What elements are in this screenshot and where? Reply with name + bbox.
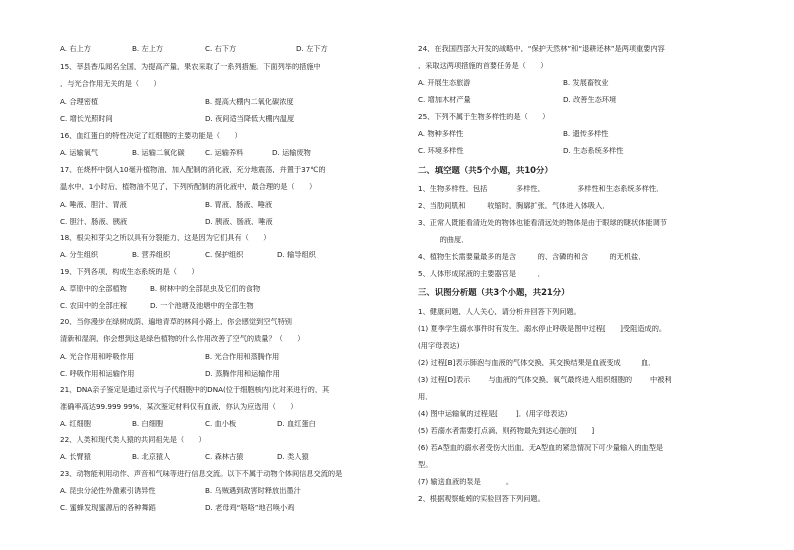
q25-option-b[interactable]: B. 遗传多样性 — [563, 130, 609, 138]
q20-stem-line2: 清新和湿润，你会想到这是绿色植物的什么作用改善了空气的质量？（ ） — [60, 335, 305, 343]
q24-option-b[interactable]: B. 发展畜牧业 — [563, 79, 609, 87]
q15-option-c[interactable]: C. 增长光照时间 — [60, 115, 113, 123]
q15-options-row2 — [60, 115, 398, 125]
q16-option-d[interactable]: D. 运输废物 — [272, 149, 311, 157]
q23-stem: 23、动物能利用动作、声音和气味等进行信息交流。以下不属于动物个体间信息交流的是 — [60, 470, 343, 478]
q25-options-row2 — [418, 147, 758, 157]
analysis-q1-part3: (3) 过程[D]表示_____与血液的气体交换，氧气最终进入组织细胞的_____中被利 — [418, 376, 672, 384]
q20-options-row2 — [60, 370, 398, 380]
analysis-q1-part6: (6) 若A型血的溺水者受伤大出血，无A型血的紧急情况下可少量输入的血型是____ — [418, 444, 678, 452]
q20-option-c[interactable]: C. 呼吸作用和运输作用 — [60, 370, 135, 378]
analysis-q1-part2: (2) 过程[B]表示肺泡与血液的气体交换，其交换结果是血液变成_____ 血． — [418, 359, 656, 367]
q17-option-b[interactable]: B. 胃液、肠液、唾液 — [205, 201, 273, 209]
q16-option-c[interactable]: C. 运输养料 — [205, 149, 244, 157]
q18-option-c[interactable]: C. 保护组织 — [205, 251, 244, 259]
q23-option-b[interactable]: B. 乌贼遇到敌害时释放出墨汁 — [205, 487, 301, 495]
q21-option-a[interactable]: A. 红细胞 — [60, 420, 91, 428]
analysis-q1-part6-cont: 型。 — [418, 461, 433, 469]
q25-options-row1 — [418, 130, 758, 140]
q17-options-row2 — [60, 218, 398, 228]
q16-options — [60, 149, 398, 159]
analysis-q2-intro: 2、根据观察蚯蚓的实验回答下列问题。 — [418, 495, 545, 503]
q22-option-a[interactable]: A. 长臂猿 — [60, 453, 91, 461]
q14-option-a[interactable]: A. 右上方 — [60, 45, 91, 53]
q24-option-d[interactable]: D. 改善生态环境 — [563, 96, 617, 104]
q21-stem-line1: 21、DNA亲子鉴定是通过亲代与子代细胞中的DNA(位于细胞核内)比对来进行的，其 — [60, 386, 330, 394]
q23-options-row2 — [60, 504, 398, 514]
q24-options-row1 — [418, 79, 758, 89]
q24-option-c[interactable]: C. 增加木材产量 — [418, 96, 471, 104]
fill-q2: 2、当肋间肌和______收缩时，胸廓扩张，气体进入体吸入． — [418, 202, 610, 210]
q22-stem: 22、人类和现代类人猿的共同祖先是（ ） — [60, 436, 206, 444]
q24-options-row2 — [418, 96, 758, 106]
q16-stem: 16、血红蛋白的特性决定了红细胞的主要功能是（ ） — [60, 132, 242, 140]
fill-q1: 1、生物多样性，包括________多样性，_________多样性和生态系统多样性． — [418, 185, 664, 193]
fill-q5: 5、人体形成尿液的主要器官是______． — [418, 270, 545, 278]
q20-options-row1 — [60, 353, 398, 363]
q14-option-c[interactable]: C. 右下方 — [205, 45, 237, 53]
q17-options-row1 — [60, 201, 398, 211]
q19-options-row2 — [60, 302, 398, 312]
q18-option-a[interactable]: A. 分生组织 — [60, 251, 99, 259]
q21-option-c[interactable]: C. 血小板 — [205, 420, 237, 428]
q23-option-a[interactable]: A. 昆虫分泌性外激素引诱异性 — [60, 487, 156, 495]
q18-option-b[interactable]: B. 营养组织 — [132, 251, 171, 259]
analysis-q1-part1-note: (用字母表达) — [418, 342, 460, 350]
q18-stem: 18、根尖和芽尖之所以具有分裂能力，这是因为它们具有（ ） — [60, 234, 271, 242]
q24-option-a[interactable]: A. 开展生态旅游 — [418, 79, 471, 87]
analysis-q1-part5: (5) 若溺水者需要打点滴，则药物最先到达心脏的[____] — [418, 427, 595, 435]
q17-stem-line1: 17、在烧杯中倒入10毫升植物油，加入配制的消化液，充分地震荡，并置于37℃的 — [60, 166, 326, 174]
q19-option-a[interactable]: A. 草原中的全部植物 — [60, 285, 127, 293]
q15-options-row1 — [60, 98, 398, 108]
q17-option-c[interactable]: C. 胆汁、肠液、胰液 — [60, 218, 128, 226]
q25-option-a[interactable]: A. 物种多样性 — [418, 130, 464, 138]
analysis-q1-part1: (1) 夏季学生溺水事件时有发生，溺水停止呼吸是图中过程[____]受阻造成的。 — [418, 325, 667, 333]
q19-stem: 19、下列各项，构成生态系统的是（ ） — [60, 268, 199, 276]
q15-option-a[interactable]: A. 合理密植 — [60, 98, 99, 106]
q14-option-d[interactable]: D. 左下方 — [296, 45, 328, 53]
q18-option-d[interactable]: D. 输导组织 — [277, 251, 316, 259]
fill-q3-line1: 3、正常人既能看清近处的物体也能看清远处的物体是由于眼球的睫状体能调节____ — [418, 219, 682, 227]
q20-option-a[interactable]: A. 光合作用和呼吸作用 — [60, 353, 135, 361]
fill-q4: 4、植物生长需要量最多的是含______的、含磷的和含______的无机盐． — [418, 253, 646, 261]
q22-option-c[interactable]: C. 森林古猿 — [205, 453, 244, 461]
q15-option-b[interactable]: B. 提高大棚内二氧化碳浓度 — [205, 98, 294, 106]
q16-option-a[interactable]: A. 运输氧气 — [60, 149, 99, 157]
analysis-q1-part7: (7) 输送血液的泵是_______。 — [418, 478, 514, 486]
q21-stem-line2: 准确率高达99.999 99%．某次鉴定材料仅有血液，你认为应选用（ ） — [60, 403, 298, 411]
q21-option-b[interactable]: B. 白细胞 — [132, 420, 164, 428]
q17-option-d[interactable]: D. 胰液、肠液、唾液 — [205, 218, 273, 226]
q14-options — [60, 45, 398, 55]
q24-stem-line2: ，采取这两项措施的首要任务是（ ） — [418, 62, 548, 70]
q21-option-d[interactable]: D. 血红蛋白 — [277, 420, 316, 428]
section2-title: 二、填空题（共5个小题，共10分） — [418, 166, 553, 175]
q22-options — [60, 453, 398, 463]
q15-option-d[interactable]: D. 夜间适当降低大棚内温度 — [205, 115, 295, 123]
q17-stem-line2: 温水中，1小时后，植物油不见了，下列所配制的消化液中，最合理的是（ ） — [60, 183, 317, 191]
q23-options-row1 — [60, 487, 398, 497]
q25-option-c[interactable]: C. 环境多样性 — [418, 147, 464, 155]
q19-option-b[interactable]: B. 树林中的全部昆虫及它们的食物 — [150, 285, 261, 293]
q17-option-a[interactable]: A. 唾液、胆汁、胃液 — [60, 201, 127, 209]
q20-option-b[interactable]: B. 光合作用和蒸腾作用 — [205, 353, 280, 361]
q16-option-b[interactable]: B. 运输二氧化碳 — [132, 149, 185, 157]
q14-option-b[interactable]: B. 左上方 — [132, 45, 164, 53]
analysis-q1-part4: (4) 图中运输氧的过程是[_____]．(用字母表达) — [418, 410, 568, 418]
q22-option-d[interactable]: D. 类人猿 — [277, 453, 309, 461]
q20-option-d[interactable]: D. 蒸腾作用和运输作用 — [205, 370, 280, 378]
analysis-q1-intro: 1、健康问题，人人关心，请分析并回答下列问题。 — [418, 308, 581, 316]
fill-q3-line2: ______的曲度． — [418, 236, 469, 244]
q19-options-row1 — [60, 285, 398, 295]
q15-stem-line1: 15、莘县香瓜闻名全国，为提高产量，果农采取了一系列措施．下面列举的措施中 — [60, 63, 321, 71]
q25-option-d[interactable]: D. 生态系统多样性 — [563, 147, 624, 155]
q15-stem-line2: ，与光合作用无关的是（ ） — [60, 80, 161, 88]
section3-title: 三、识图分析题（共3个小题，共21分） — [418, 288, 570, 297]
q21-options — [60, 420, 398, 430]
q19-option-c[interactable]: C. 农田中的全部庄稼 — [60, 302, 128, 310]
q23-option-c[interactable]: C. 蜜蜂发现蜜源后的各种舞蹈 — [60, 504, 156, 512]
q24-stem-line1: 24、在我国西部大开发的战略中，“保护天然林”和“退耕还林”是两项重要内容 — [418, 45, 665, 53]
q20-stem-line1: 20、当你漫步在绿树成荫、遍地青草的林间小路上，你会感觉到空气特别 — [60, 318, 292, 326]
q25-stem: 25、下列不属于生物多样性的是（ ） — [418, 113, 550, 121]
q19-option-d[interactable]: D. 一个池塘及池塘中的全部生物 — [150, 302, 254, 310]
q18-options — [60, 251, 398, 261]
q22-option-b[interactable]: B. 北京猿人 — [132, 453, 171, 461]
analysis-q1-part3-cont: 用． — [418, 393, 433, 401]
q23-option-d[interactable]: D. 老母鸡“咯咯”地召唤小鸡 — [205, 504, 295, 512]
